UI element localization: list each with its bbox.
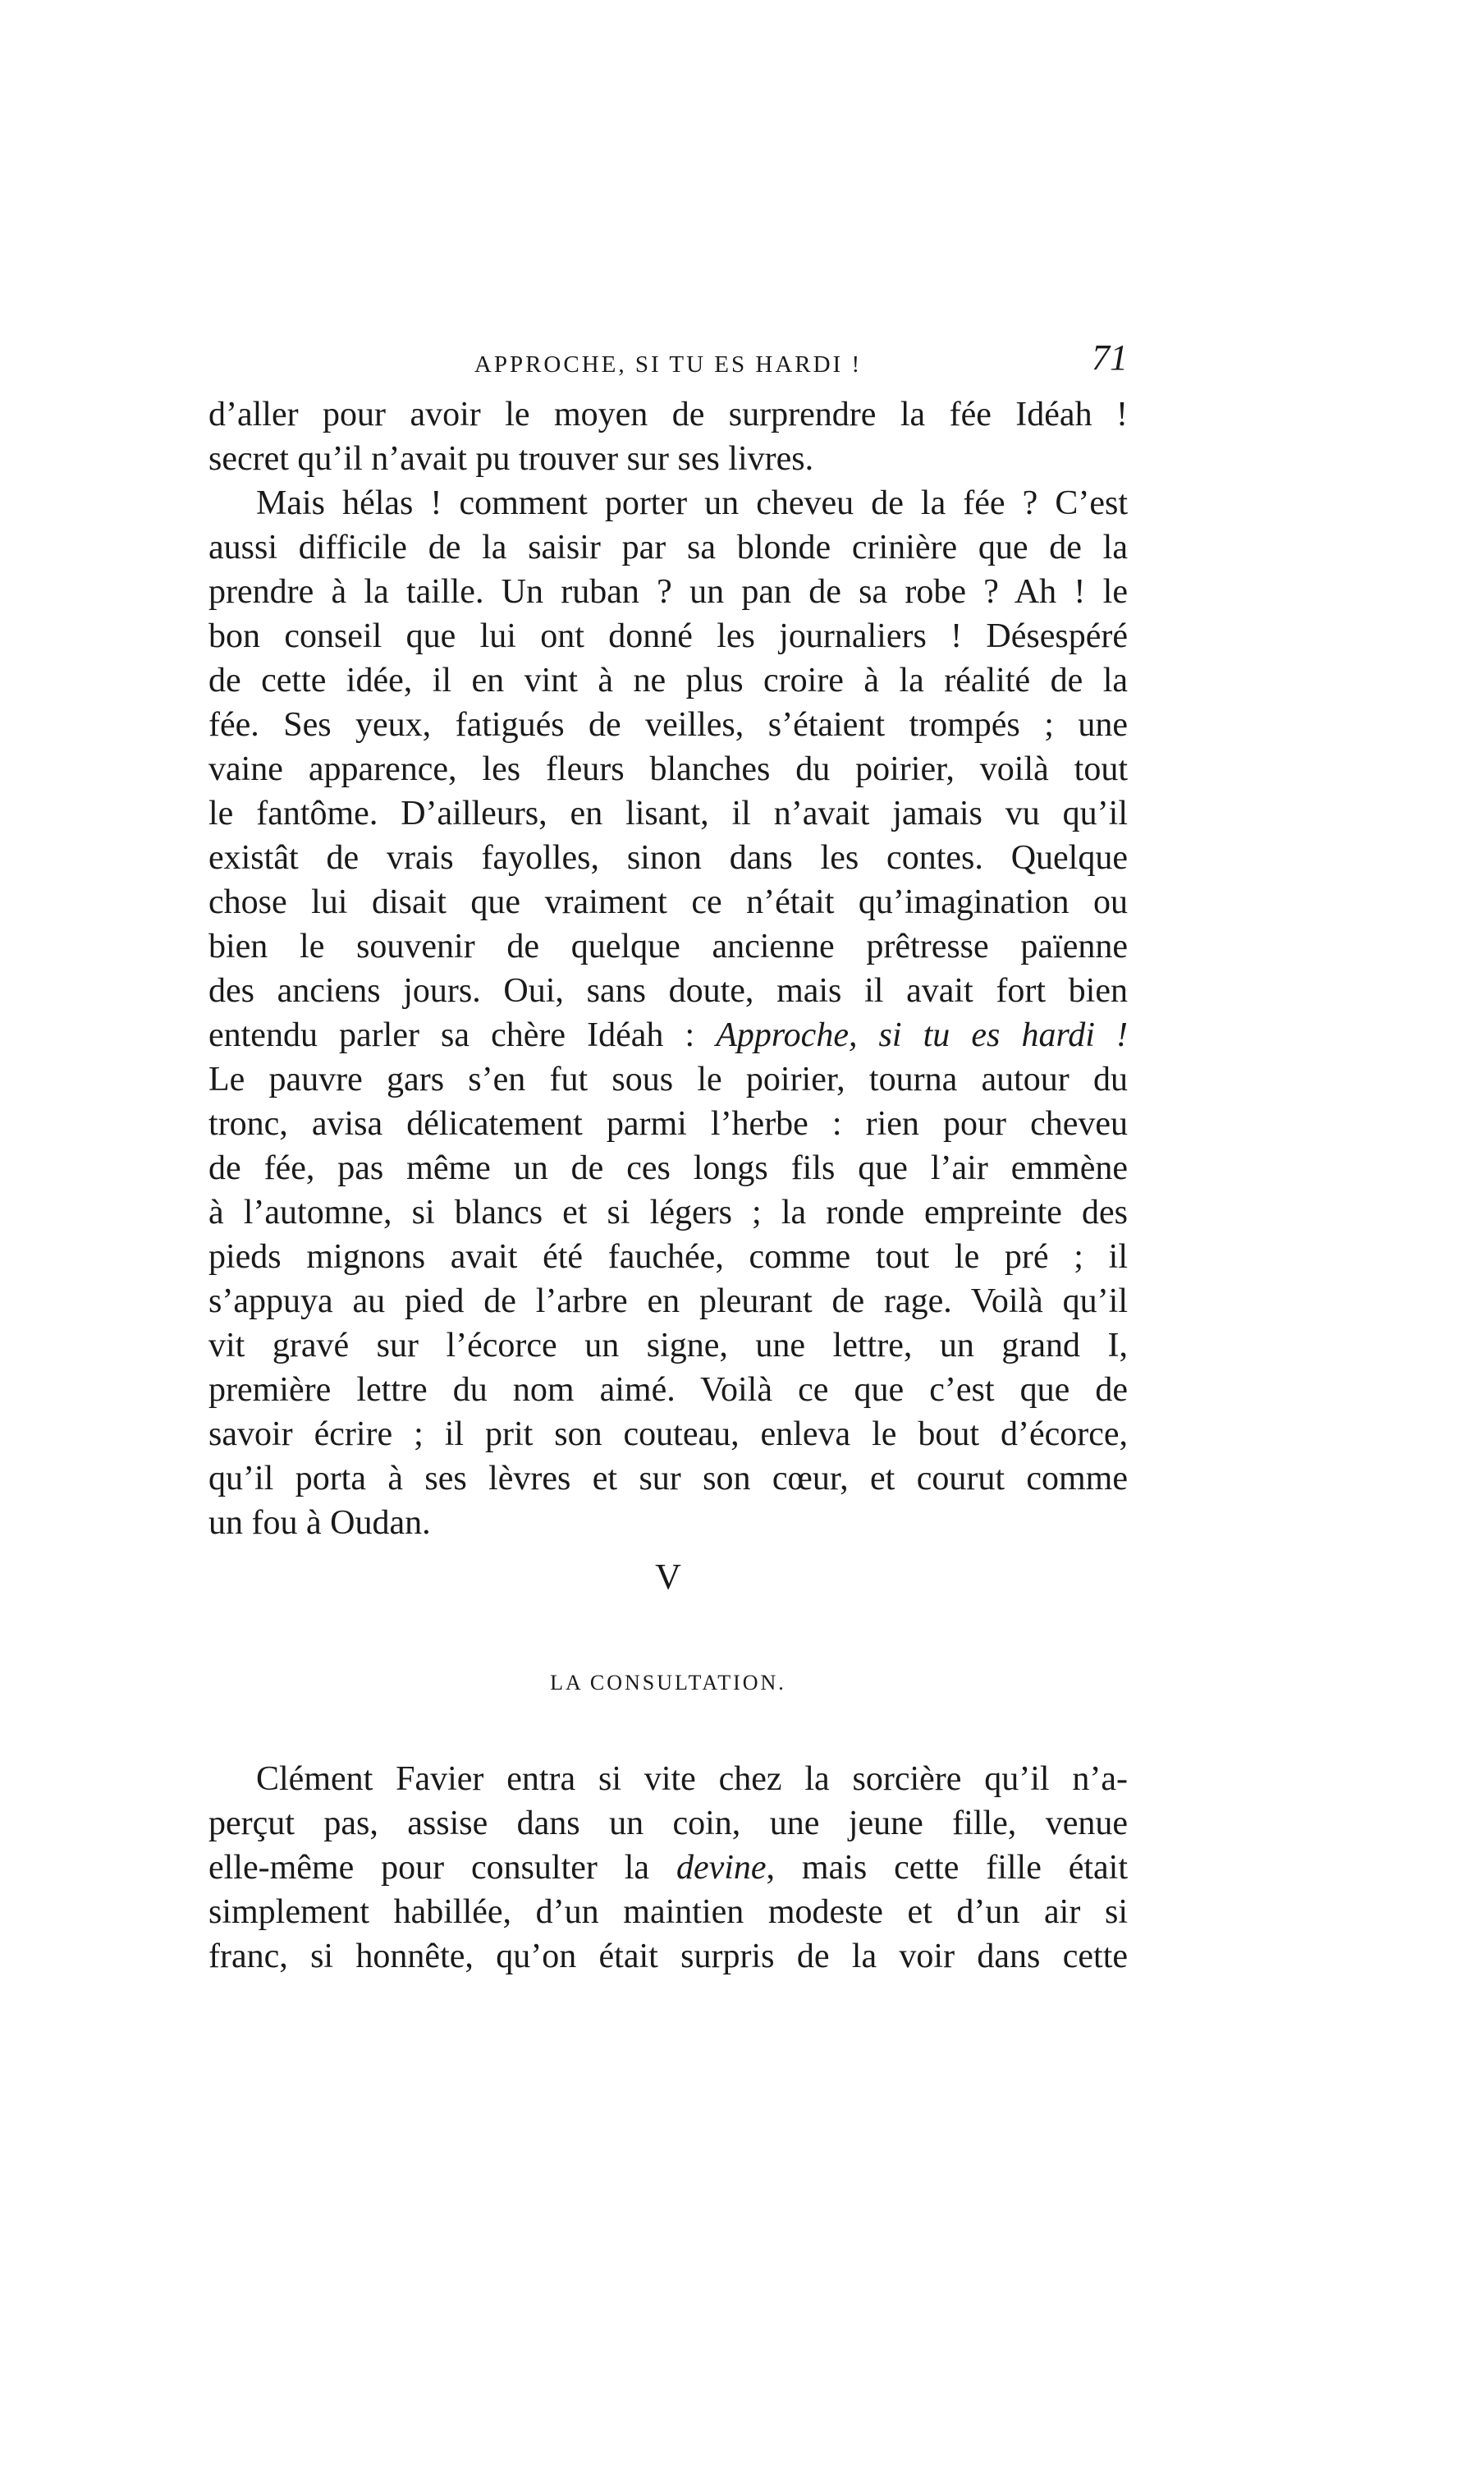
text-line: savoir écrire ; il prit son couteau, enleva le bout d’écorce, — [208, 1415, 1128, 1453]
text-line: de fée, pas même un de ces longs fils que l’air emmène — [208, 1149, 1128, 1187]
text-line: tronc, avisa délicatement parmi l’herbe : rien pour cheveu — [208, 1105, 1128, 1143]
text-line: pieds mignons avait été fauchée, comme tout le pré ; il — [208, 1238, 1128, 1276]
italic-quote: Approche, si tu es hardi ! — [716, 1016, 1128, 1054]
text-line: Clément Favier entra si vite chez la sorcière qu’il n’a- — [256, 1760, 1128, 1798]
text-line: s’appuya au pied de l’arbre en pleurant de rage. Voilà qu’il — [208, 1282, 1128, 1320]
text-line: d’aller pour avoir le moyen de surprendre la fée Idéah ! — [208, 396, 1128, 433]
text-line: chose lui disait que vraiment ce n’était qu’imagination ou — [208, 883, 1128, 921]
text-line: existât de vrais fayolles, sinon dans les contes. Quelque — [208, 839, 1128, 877]
text-segment: , mais cette fille était — [766, 1849, 1128, 1887]
text-line: Mais hélas ! comment porter un cheveu de la fée ? C’est — [256, 484, 1128, 522]
text-segment: elle-même pour consulter la — [208, 1849, 676, 1887]
page-number: 71 — [1092, 337, 1128, 378]
text-line: fée. Ses yeux, fatigués de veilles, s’étaient trompés ; une — [208, 706, 1128, 744]
text-line: vit gravé sur l’écorce un signe, une lettre, un grand I, — [208, 1327, 1128, 1364]
running-head — [208, 337, 1128, 394]
running-title: APPROCHE, SI TU ES HARDI ! — [474, 351, 863, 378]
chapter-title: LA CONSULTATION. — [550, 1671, 786, 1695]
text-line: de cette idée, il en vint à ne plus croire à la réalité de la — [208, 662, 1128, 699]
text-block-chapter — [208, 1757, 1128, 1979]
text-line-with-quote — [208, 1013, 1128, 1057]
text-line: franc, si honnête, qu’on était surpris de la voir dans cette — [208, 1938, 1128, 1975]
italic-word: devine — [676, 1849, 767, 1887]
text-line: perçut pas, assise dans un coin, une jeune fille, venue — [208, 1805, 1128, 1842]
text-line: qu’il porta à ses lèvres et sur son cœur, et courut comme — [208, 1460, 1128, 1497]
text-line-with-italic — [208, 1846, 1128, 1890]
text-line: un fou à Oudan. — [208, 1504, 431, 1542]
text-line: Le pauvre gars s’en fut sous le poirier, tourna autour du — [208, 1061, 1128, 1098]
text-line: secret qu’il n’avait pu trouver sur ses livres. — [208, 440, 814, 478]
text-line: bien le souvenir de quelque ancienne prêtresse païenne — [208, 928, 1128, 965]
text-segment: entendu parler sa chère Idéah : — [208, 1016, 717, 1054]
text-line: le fantôme. D’ailleurs, en lisant, il n’avait jamais vu qu’il — [208, 795, 1128, 832]
text-line: aussi difficile de la saisir par sa blonde crinière que de la — [208, 529, 1128, 566]
text-line: prendre à la taille. Un ruban ? un pan de sa robe ? Ah ! le — [208, 573, 1128, 611]
text-line: simplement habillée, d’un maintien modeste et d’un air si — [208, 1893, 1128, 1931]
text-line: bon conseil que lui ont donné les journaliers ! Désespéré — [208, 617, 1128, 655]
text-line: à l’automne, si blancs et si légers ; la ronde empreinte des — [208, 1194, 1128, 1231]
text-line: vaine apparence, les fleurs blanches du poirier, voilà tout — [208, 750, 1128, 788]
text-block-main — [208, 392, 1128, 1545]
text-line: première lettre du nom aimé. Voilà ce que c’est que de — [208, 1371, 1128, 1409]
text-line: des anciens jours. Oui, sans doute, mais il avait fort bien — [208, 972, 1128, 1010]
chapter-numeral: V — [655, 1557, 681, 1597]
